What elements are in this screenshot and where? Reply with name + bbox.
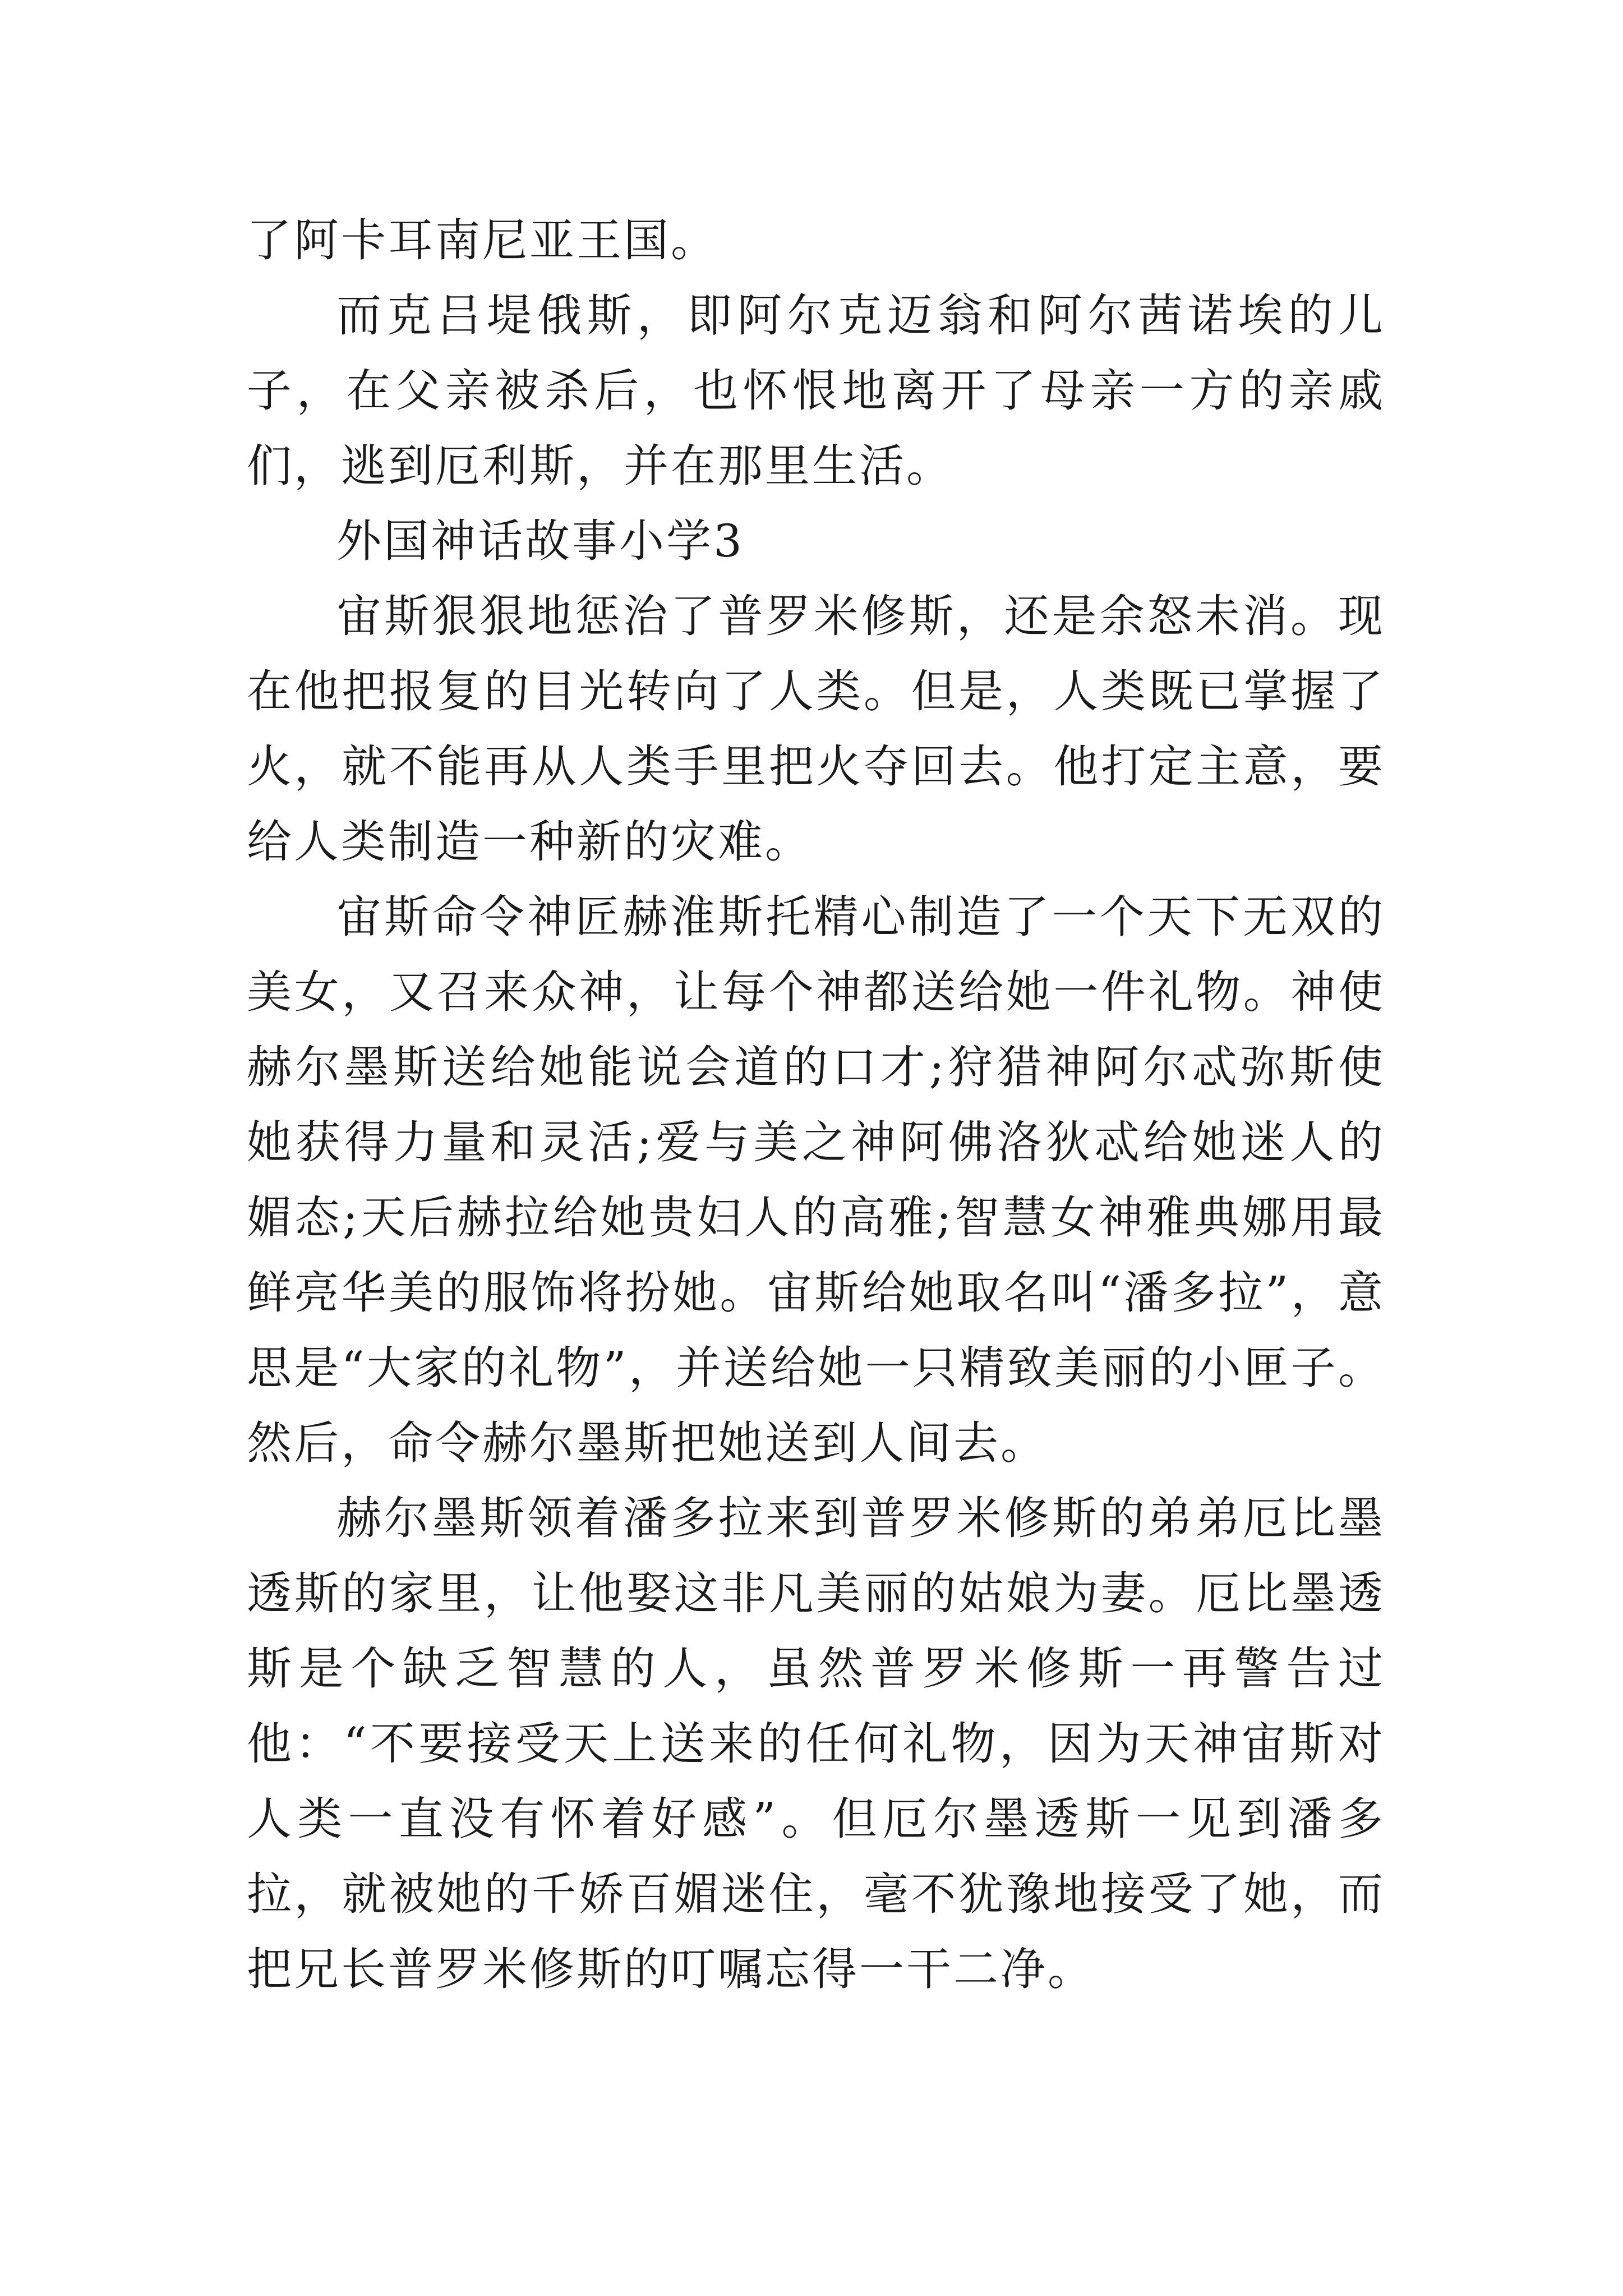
section-heading: 外国神话故事小学3 xyxy=(336,515,744,567)
paragraph-continuation: 了阿卡耳南尼亚王国。 xyxy=(247,214,718,266)
paragraph-kleitos: 而克吕堤俄斯，即阿尔克迈翁和阿尔茜诺埃的儿子，在父亲被杀后，也怀恨地离开了母亲一方的亲戚们，逃到厄利斯，并在那里生活。 xyxy=(247,289,1385,492)
paragraph-epimetheus: 赫尔墨斯领着潘多拉来到普罗米修斯的弟弟厄比墨透斯的家里，让他娶这非凡美丽的姑娘为妻。厄比墨透斯是个缺乏智慧的人，虽然普罗米修斯一再警告过他：“不要接受天上送来的任何礼物，因为天神宙斯对人类一直没有怀着好感”。但厄尔墨透斯一见到潘多拉，就被她的千娇百媚迷住，毫不犹豫地接受了她，而把兄长普罗米修斯的叮嘱忘得一干二净。 xyxy=(247,1492,1385,1995)
paragraph-zeus-revenge: 宙斯狠狠地惩治了普罗米修斯，还是余怒未消。现在他把报复的目光转向了人类。但是，人类既已掌握了火，就不能再从人类手里把火夺回去。他打定主意，要给人类制造一种新的灾难。 xyxy=(247,590,1385,868)
document-body xyxy=(247,203,1385,2007)
paragraph-pandora-creation: 宙斯命令神匠赫淮斯托精心制造了一个天下无双的美女，又召来众神，让每个神都送给她一件礼物。神使赫尔墨斯送给她能说会道的口才;狩猎神阿尔忒弥斯使她获得力量和灵活;爱与美之神阿佛洛狄忒给她迷人的媚态;天后赫拉给她贵妇人的高雅;智慧女神雅典娜用最鲜亮华美的服饰将扮她。宙斯给她取名叫“潘多拉”，意思是“大家的礼物”，并送给她一只精致美丽的小匣子。然后，命令赫尔墨斯把她送到人间去。 xyxy=(247,891,1385,1469)
